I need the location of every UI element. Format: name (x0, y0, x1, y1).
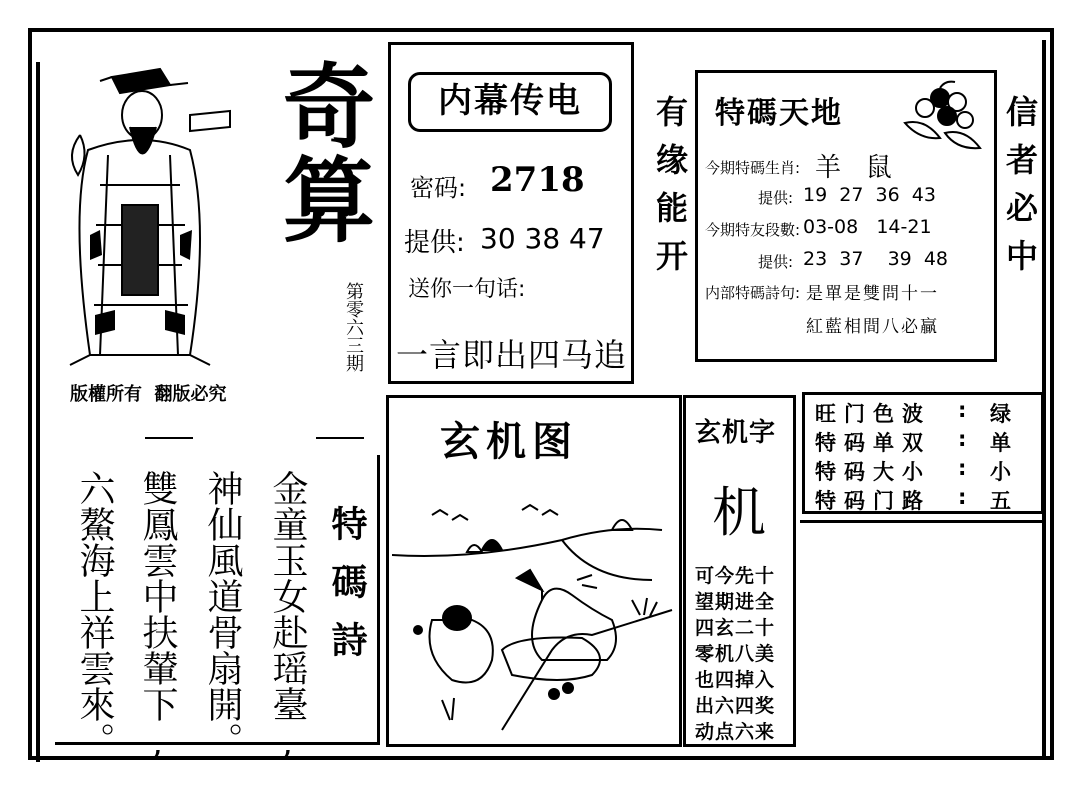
tema-title: 特碼天地 (715, 96, 843, 131)
copyright-notice: 版權所有 翻版必究 (70, 384, 227, 405)
attribute-row (815, 398, 931, 428)
attribute-label: 特码单双 (815, 431, 931, 455)
riddle-line: 出六四奖 (695, 695, 776, 717)
attribute-value: 五 (990, 489, 1011, 513)
divider-right (316, 437, 364, 439)
attribute-separator: : (958, 485, 967, 509)
attribute-separator: : (958, 398, 967, 422)
slogan-left: 有缘能开 (651, 95, 689, 287)
provide-values: 30 38 47 (480, 222, 605, 255)
password-value: 2718 (490, 160, 585, 200)
attribute-separator: : (958, 456, 967, 480)
zodiac-label: 今期特碼生肖: (705, 159, 801, 177)
grape-icon (895, 78, 985, 153)
xuanji-zi-char: 机 (712, 481, 766, 544)
friend-label: 今期特友段數: (705, 221, 801, 239)
poem-line: 雙鳳雲中扶輦下, (137, 470, 178, 763)
attribute-value: 绿 (990, 402, 1011, 426)
xuanji-tu-title: 玄机图 (440, 419, 578, 465)
riddle-line: 零机八美 (695, 643, 776, 665)
issue-number: 第零六三期 (343, 282, 364, 372)
left-rule (36, 62, 40, 762)
poem-heading: 特碼詩 (326, 505, 368, 679)
riddle-line: 也四掉入 (695, 669, 776, 691)
riddle-line: 动点六来 (695, 721, 776, 743)
tema-poem-label: 内部特碼詩句: (705, 284, 801, 302)
attribute-row (815, 456, 931, 486)
riddle-line: 可今先十 (695, 565, 776, 587)
riddle-line: 望期进全 (695, 591, 776, 613)
attribute-label: 特码门路 (815, 489, 931, 513)
friend-value: 03-08 14-21 (803, 216, 932, 238)
slogan-right: 信者必中 (1001, 95, 1039, 287)
deity-illustration (60, 55, 235, 370)
insider-phrase: 一言即出四马追 (396, 336, 628, 374)
provide1-value: 19 27 36 43 (803, 184, 936, 206)
poem-line: 六鰲海上祥雲來。 (74, 470, 115, 758)
empty-panel (800, 520, 1044, 750)
tema-poem-line: 是單是雙問十一 (806, 284, 939, 304)
zodiac-value: 羊 鼠 (815, 153, 892, 183)
insider-banner: 内幕传电 (408, 72, 612, 132)
xuanji-zi-title: 玄机字 (695, 418, 777, 448)
provide2-label: 提供: (758, 253, 794, 271)
poem-line: 神仙風道骨扇開。 (202, 470, 243, 758)
attribute-value: 单 (990, 431, 1011, 455)
brand-title: 奇算 (268, 58, 375, 246)
poem-line: 金童玉女赴瑶臺, (267, 470, 308, 763)
tema-poem-line: 紅藍相間八必贏 (806, 317, 939, 337)
attribute-row (815, 485, 931, 515)
attribute-label: 特码大小 (815, 460, 931, 484)
phrase-label: 送你一句话: (408, 277, 526, 302)
divider-left (145, 437, 193, 439)
riddle-picture (392, 470, 678, 740)
provide1-label: 提供: (758, 189, 794, 207)
password-label: 密码: (410, 174, 467, 202)
attribute-row (815, 427, 931, 457)
provide2-value: 23 37 39 48 (803, 248, 949, 270)
riddle-line: 四玄二十 (695, 617, 776, 639)
attribute-label: 旺门色波 (815, 402, 931, 426)
attribute-value: 小 (990, 460, 1011, 484)
attribute-separator: : (958, 427, 967, 451)
provide-label: 提供: (404, 228, 465, 258)
